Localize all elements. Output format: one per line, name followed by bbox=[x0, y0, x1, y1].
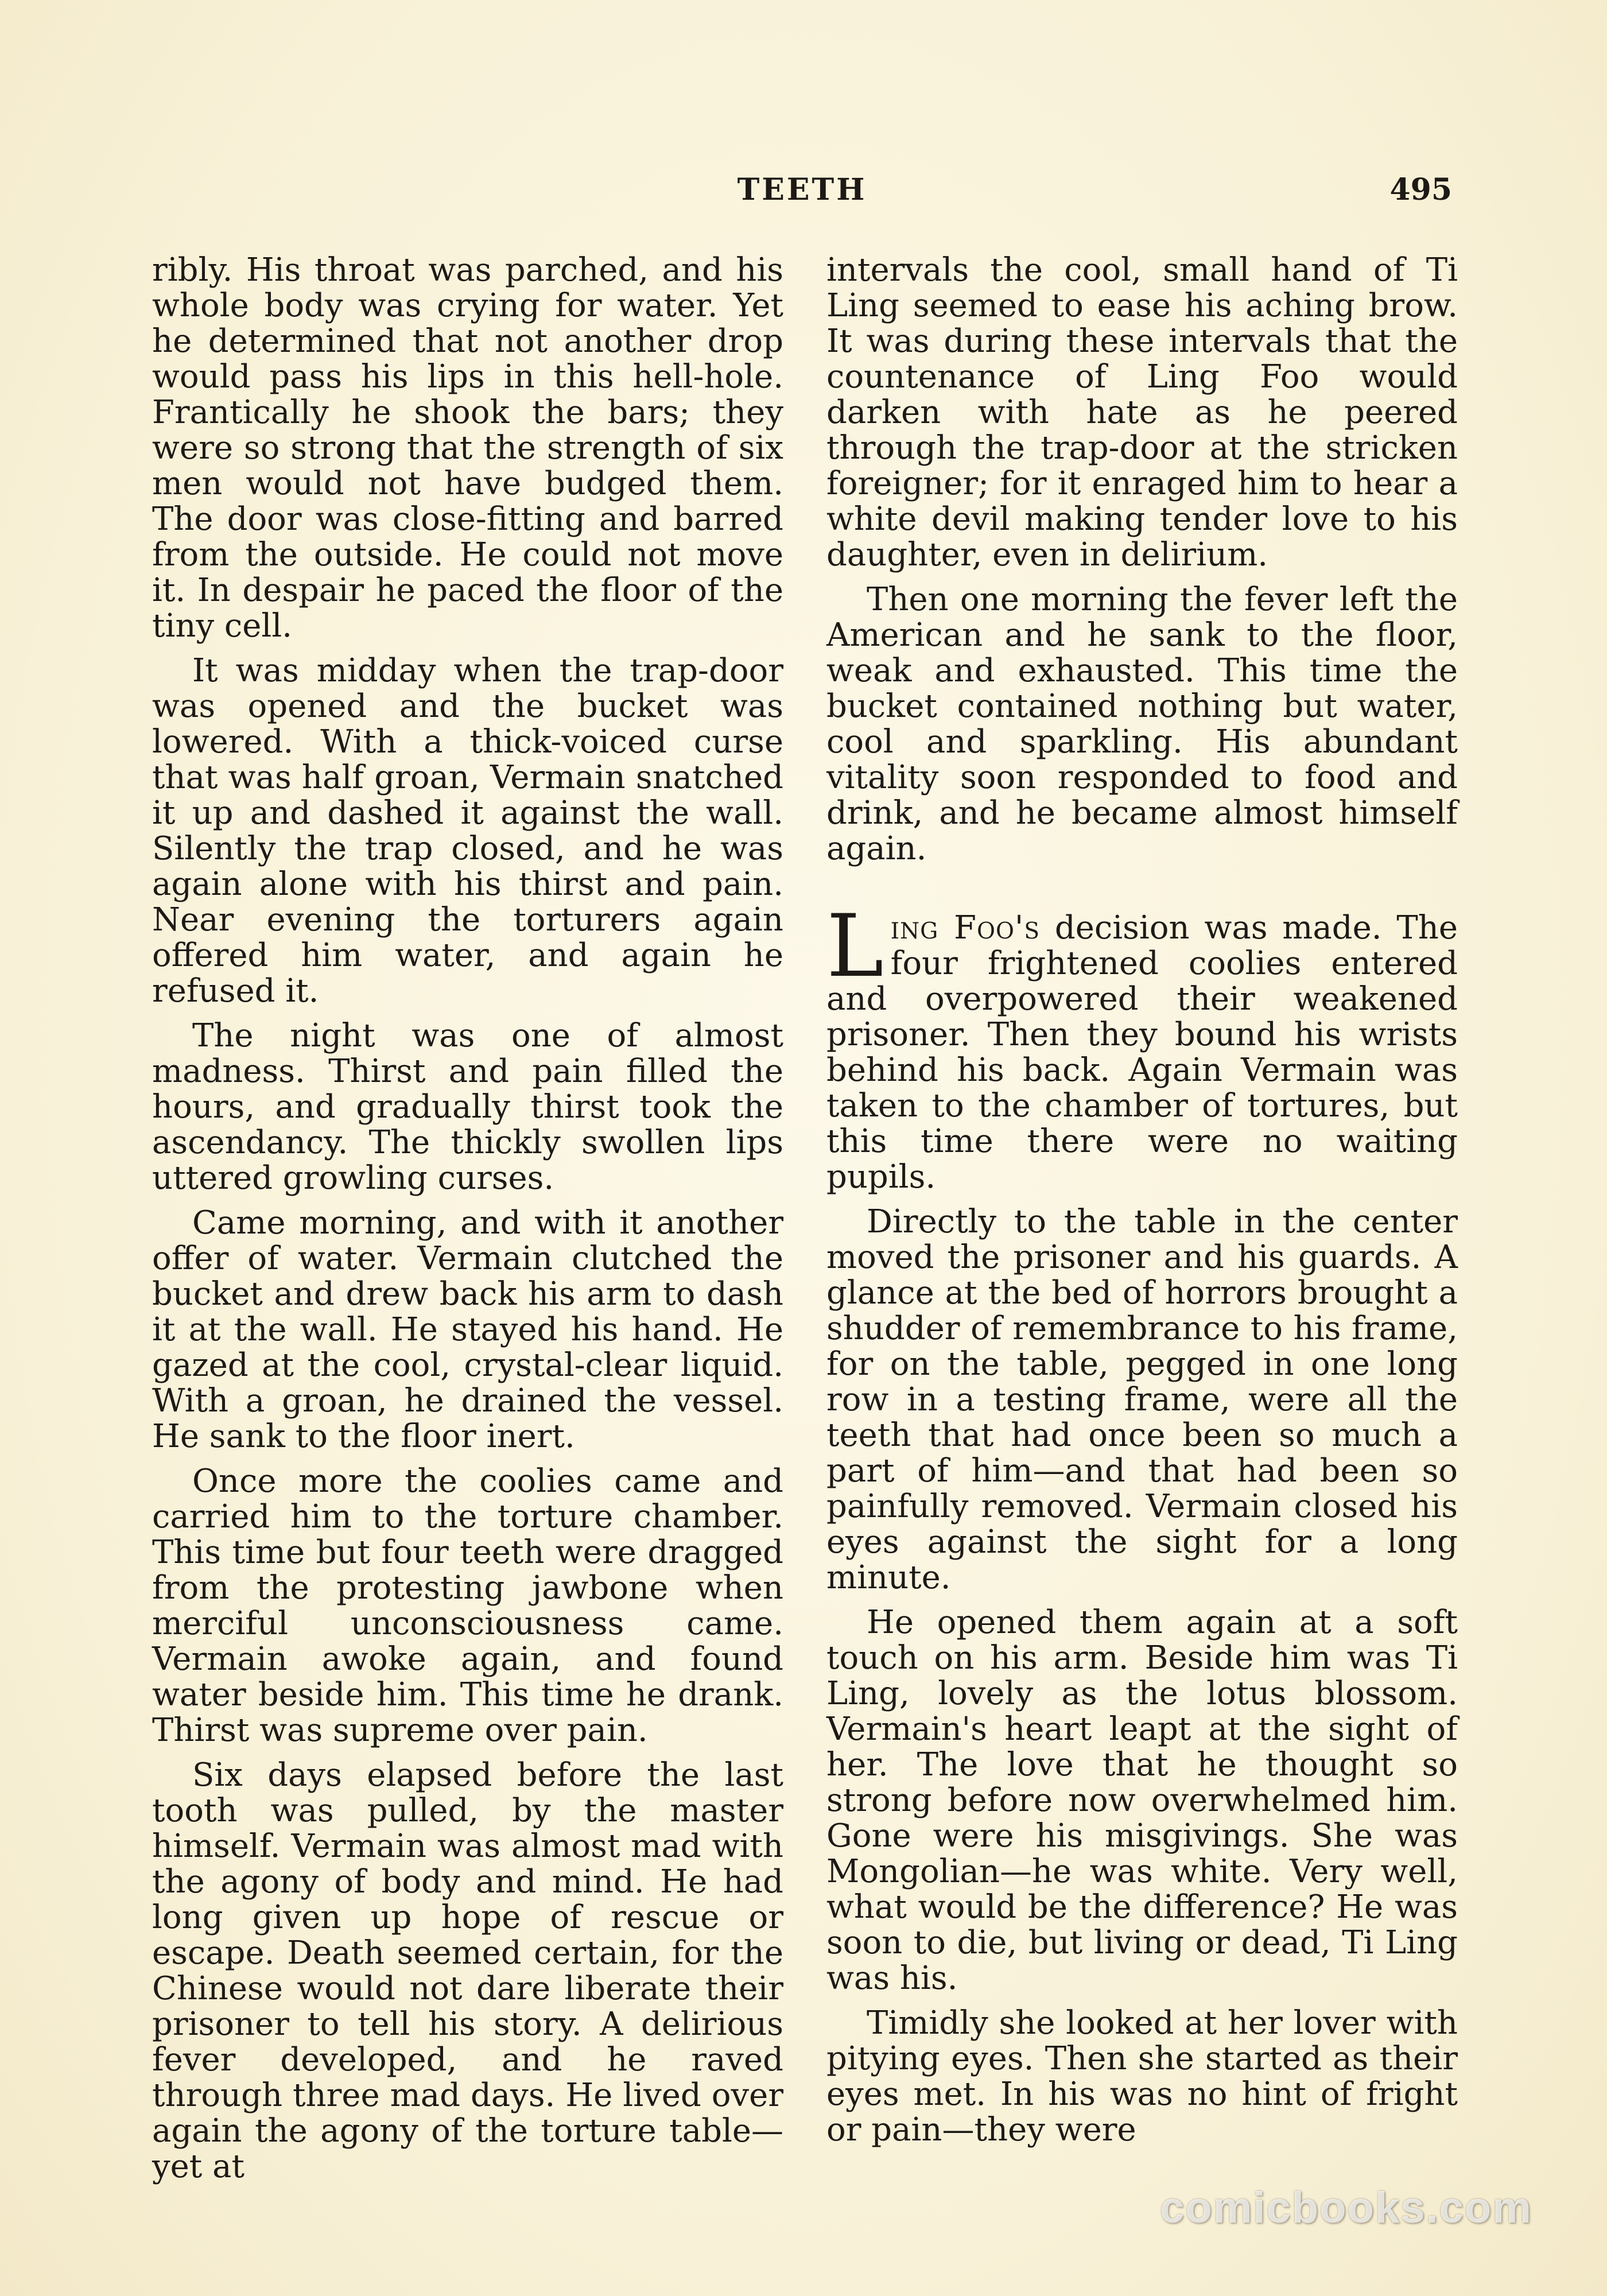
drop-cap: L bbox=[826, 897, 884, 996]
dropcap-paragraph bbox=[826, 897, 1458, 1196]
left-column bbox=[152, 253, 783, 2194]
running-title: TEETH bbox=[737, 172, 867, 207]
section-break bbox=[826, 876, 1458, 910]
page-number: 495 bbox=[1389, 172, 1452, 207]
paragraph: Came morning, and with it another offer of water. Vermain clutched the bucket and drew back his arm to dash it at the wall. He stayed his hand. He gazed at the cool, crystal-clear liquid. With a groan, he drained the vessel. He sank to the floor inert. bbox=[152, 1204, 783, 1455]
paragraph: Six days elapsed before the last tooth was pulled, by the master himself. Vermain was almost mad with the agony of body and mind. He had long given up hope of rescue or escape. Death seemed certain, for the Chinese would not dare liberate their prisoner to tell his story. A delirious fever developed, and he raved through three mad days. He lived over again the agony of the torture table—yet at bbox=[152, 1756, 783, 2185]
dropcap-paragraph-text: decision was made. The four frightened coolies entered and overpowered their weakened prisoner. Then they bound his wrists behind his back. Again Vermain was taken to the chamber of tortures, but this time there were no waiting pupils. bbox=[826, 909, 1458, 1196]
right-column bbox=[826, 253, 1458, 2157]
paragraph: Directly to the table in the center moved the prisoner and his guards. A glance at the bed of horrors brought a shudder of remembrance to his frame, for on the table, pegged in one long row in a testing frame, were all the teeth that had once been so much a part of him—and that had been so painfully removed. Vermain closed his eyes against the sight for a long minute. bbox=[826, 1203, 1458, 1596]
paragraph: Then one morning the fever left the American and he sank to the floor, weak and exhausted. This time the bucket contained nothing but water, cool and sparkling. His abundant vitality soon responded to food and drink, and he became almost himself again. bbox=[826, 581, 1458, 867]
paragraph: Timidly she looked at her lover with pitying eyes. Then she started as their eyes met. In his was no hint of fright or pain—they were bbox=[826, 2004, 1458, 2148]
paragraph: ribly. His throat was parched, and his whole body was crying for water. Yet he determined that not another drop would pass his lips in this hell-hole. Frantically he shook the bars; they were so strong that the strength of six men would not have budged them. The door was close-fitting and barred from the outside. He could not move it. In despair he paced the floor of the tiny cell. bbox=[152, 251, 783, 645]
paragraph: It was midday when the trap-door was opened and the bucket was lowered. With a thick-voiced curse that was half groan, Vermain snatched it up and dashed it against the wall. Silently the trap closed, and he was again alone with his thirst and pain. Near evening the torturers again offered him water, and again he refused it. bbox=[152, 652, 783, 1010]
paragraph: The night was one of almost madness. Thirst and pain filled the hours, and gradually thirst took the ascendancy. The thickly swollen lips uttered growling curses. bbox=[152, 1017, 783, 1197]
paragraph: Once more the coolies came and carried him to the torture chamber. This time but four teeth were dragged from the protesting jawbone when merciful unconsciousness came. Vermain awoke again, and found water beside him. This time he drank. Thirst was supreme over pain. bbox=[152, 1463, 783, 1749]
paragraph: He opened them again at a soft touch on his arm. Beside him was Ti Ling, lovely as the lotus blossom. Vermain's heart leapt at the sight of her. The love that he thought so strong before now overwhelmed him. Gone were his misgivings. She was Mongolian—he was white. Very well, what would be the difference? He was soon to die, but living or dead, Ti Ling was his. bbox=[826, 1604, 1458, 1997]
page-header bbox=[152, 172, 1452, 218]
site-watermark: comicbooks.com bbox=[1160, 2183, 1532, 2232]
small-caps-lead: ing Foo's bbox=[890, 909, 1041, 947]
paragraph: intervals the cool, small hand of Ti Ling seemed to ease his aching brow. It was during these intervals that the countenance of Ling Foo would darken with hate as he peered through the trap-door at the stricken foreigner; for it enraged him to hear a white devil making tender love to his daughter, even in delirium. bbox=[826, 251, 1458, 573]
